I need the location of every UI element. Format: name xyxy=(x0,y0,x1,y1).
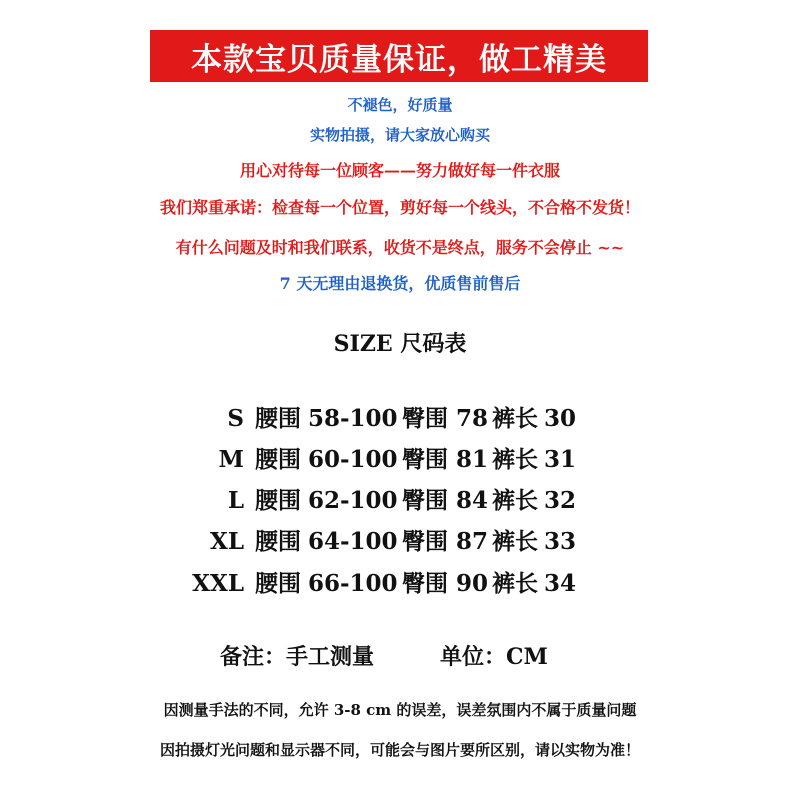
length-value: 33 xyxy=(544,528,577,555)
size-row-xl xyxy=(0,530,800,560)
size-code: S xyxy=(227,405,244,432)
photo-disclaimer: 因拍摄灯光问题和显示器不同，可能会与图片要所区别，请以实物为准！ xyxy=(159,741,640,759)
length-label: 裤长 xyxy=(492,487,538,514)
size-row-xxl xyxy=(0,572,800,602)
hip-value: 78 xyxy=(456,405,489,432)
length-value: 34 xyxy=(544,570,577,597)
hip-label: 臀围 xyxy=(402,487,448,514)
notice-real-photo: 实物拍摄，请大家放心购买 xyxy=(309,126,490,144)
hip-value: 84 xyxy=(456,487,489,514)
waist-value: 62-100 xyxy=(308,487,398,514)
waist-value: 64-100 xyxy=(308,528,398,555)
length-value: 32 xyxy=(544,487,577,514)
hip-label: 臀围 xyxy=(402,570,448,597)
size-row-m xyxy=(0,448,800,478)
waist-value: 66-100 xyxy=(308,570,398,597)
hip-label: 臀围 xyxy=(402,405,448,432)
waist-label: 腰围 xyxy=(255,570,301,597)
size-code: XXL xyxy=(192,570,244,597)
waist-value: 58-100 xyxy=(308,405,398,432)
length-label: 裤长 xyxy=(492,570,538,597)
hip-value: 87 xyxy=(456,528,489,555)
notice-return-policy: 7 天无理由退换货，优质售前售后 xyxy=(279,274,521,293)
size-row-s xyxy=(0,407,800,437)
size-code: XL xyxy=(209,528,244,555)
waist-label: 腰围 xyxy=(255,446,301,473)
notice-quality-promise: 我们郑重承诺：检查每一个位置，剪好每一个线头，不合格不发货！ xyxy=(159,198,640,217)
hip-label: 臀围 xyxy=(402,528,448,555)
length-value: 31 xyxy=(544,446,577,473)
size-code: M xyxy=(218,446,244,473)
notice-no-fade: 不褪色，好质量 xyxy=(347,96,453,114)
size-chart-title: SIZE 尺码表 xyxy=(333,331,467,357)
length-label: 裤长 xyxy=(492,528,538,555)
length-label: 裤长 xyxy=(492,405,538,432)
size-row-l xyxy=(0,489,800,519)
manual-measure-note: 备注：手工测量 xyxy=(220,644,375,670)
hip-value: 81 xyxy=(456,446,489,473)
quality-guarantee-banner: 本款宝贝质量保证，做工精美 xyxy=(150,30,648,82)
size-code: L xyxy=(227,487,244,514)
waist-label: 腰围 xyxy=(255,487,301,514)
hip-value: 90 xyxy=(456,570,489,597)
hip-label: 臀围 xyxy=(402,446,448,473)
notice-customer-care: 用心对待每一位顾客——努力做好每一件衣服 xyxy=(239,161,560,180)
length-value: 30 xyxy=(544,405,577,432)
waist-value: 60-100 xyxy=(308,446,398,473)
measurement-disclaimer: 因测量手法的不同，允许 3-8 cm 的误差，误差氛围内不属于质量问题 xyxy=(163,701,637,719)
unit-note: 单位：CM xyxy=(440,644,548,670)
notice-after-sales: 有什么问题及时和我们联系，收货不是终点，服务不会停止 ~~ xyxy=(175,238,625,257)
length-label: 裤长 xyxy=(492,446,538,473)
waist-label: 腰围 xyxy=(255,405,301,432)
waist-label: 腰围 xyxy=(255,528,301,555)
